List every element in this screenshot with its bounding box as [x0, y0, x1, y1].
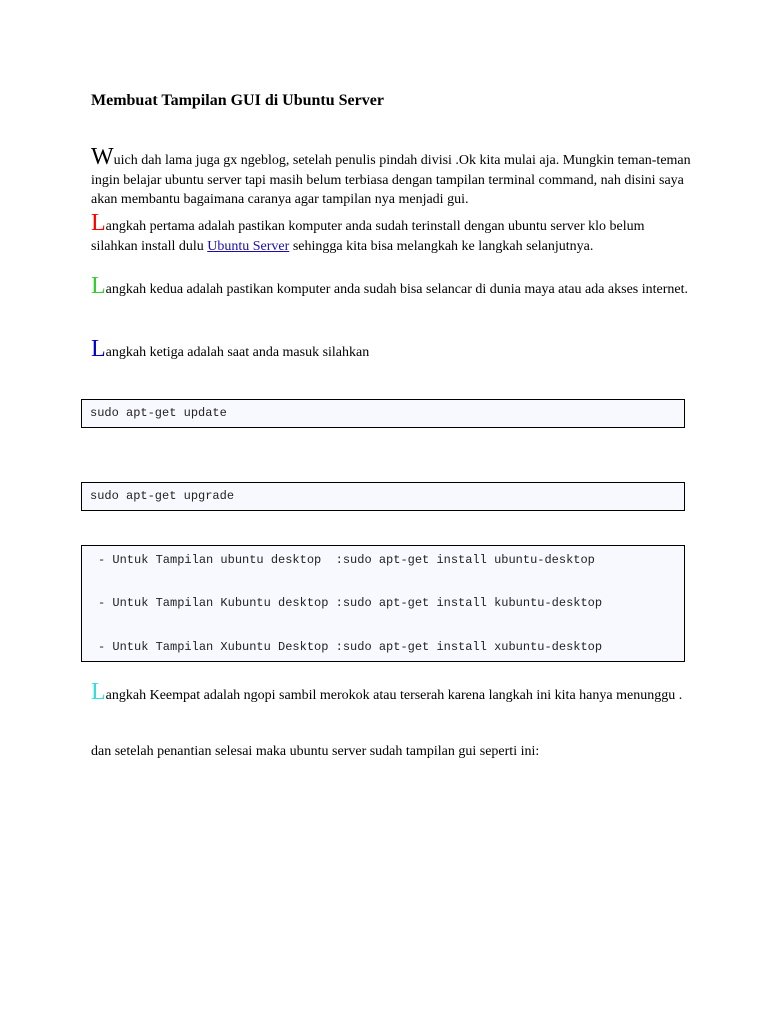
drop-cap: L: [91, 336, 106, 362]
step3-paragraph: [91, 336, 691, 363]
code-line: - Untuk Tampilan Kubuntu desktop :sudo apt-get install kubuntu-desktop: [98, 596, 603, 610]
step1-paragraph: [91, 210, 691, 256]
drop-cap: W: [91, 144, 114, 170]
page-title: Membuat Tampilan GUI di Ubuntu Server: [91, 92, 384, 109]
code-line: - Untuk Tampilan ubuntu desktop :sudo apt-get install ubuntu-desktop: [98, 553, 595, 567]
step2-paragraph: [91, 273, 691, 300]
drop-cap: L: [91, 679, 106, 705]
code-block-update: [81, 399, 685, 428]
drop-cap: L: [91, 273, 106, 299]
ubuntu-server-link[interactable]: Ubuntu Server: [207, 238, 290, 254]
intro-paragraph: [91, 144, 691, 210]
step4-paragraph: [91, 679, 691, 706]
code-line: sudo apt-get upgrade: [90, 489, 235, 503]
closing-paragraph: dan setelah penantian selesai maka ubuntu server sudah tampilan gui seperti ini:: [91, 744, 540, 759]
step1-text-after: sehingga kita bisa melangkah ke langkah selanjutnya.: [289, 238, 594, 254]
code-block-install: [81, 545, 685, 662]
step2-text: angkah kedua adalah pastikan komputer anda sudah bisa selancar di dunia maya atau ada akses internet.: [105, 282, 689, 297]
step1-text: angkah pertama adalah pastikan komputer anda sudah terinstall dengan ubuntu server klo belum silahkan install dulu: [91, 219, 645, 254]
intro-text: uich dah lama juga gx ngeblog, setelah penulis pindah divisi .Ok kita mulai aja. Mungkin teman-teman ingin belajar ubuntu server tapi masih belum terbiasa dengan tampilan terminal command, nah disini saya akan membantu bagaimana caranya agar tampilan nya menjadi gui.: [91, 153, 691, 207]
step4-text: angkah Keempat adalah ngopi sambil merokok atau terserah karena langkah ini kita hanya menunggu .: [105, 688, 683, 703]
drop-cap: L: [91, 210, 106, 236]
code-line: sudo apt-get update: [90, 406, 227, 420]
code-line: - Untuk Tampilan Xubuntu Desktop :sudo apt-get install xubuntu-desktop: [98, 640, 603, 654]
step3-text: angkah ketiga adalah saat anda masuk silahkan: [105, 345, 370, 360]
code-block-upgrade: [81, 482, 685, 511]
